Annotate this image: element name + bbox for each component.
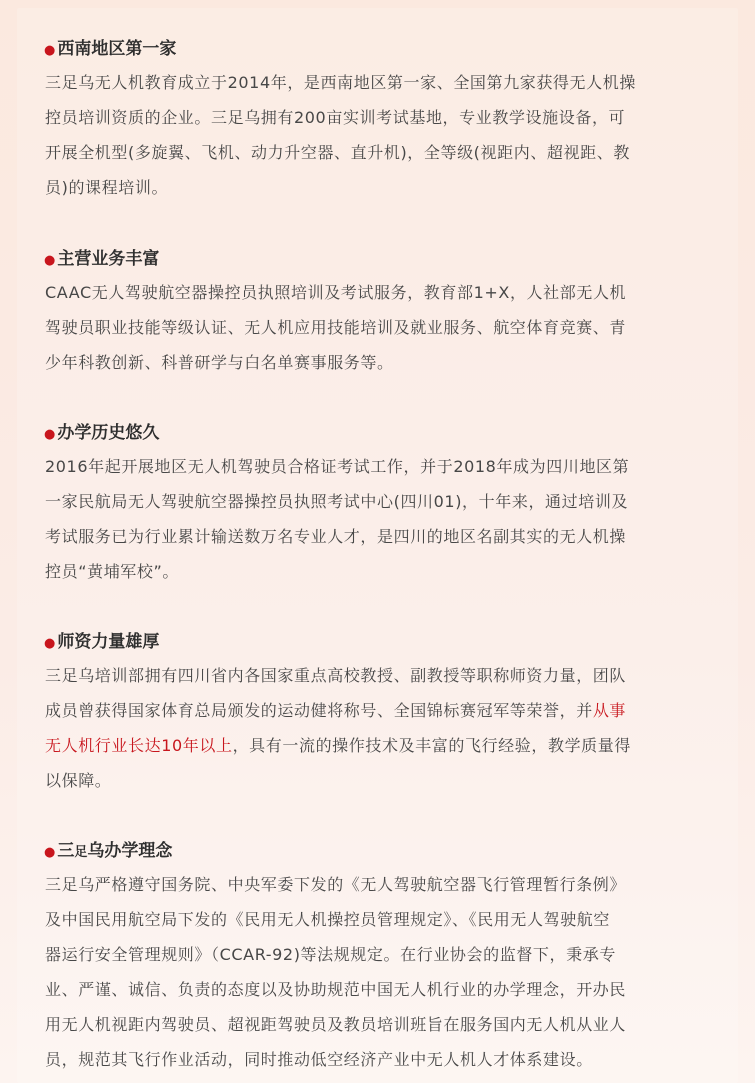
bullet-dot-icon: ● bbox=[44, 845, 56, 860]
section-heading: ● 师资力量雄厚 bbox=[44, 632, 160, 652]
body-line: 以保障。 bbox=[45, 771, 112, 790]
body-line: 器运行安全管理规则》（CCAR-92)等法规规定。在行业协会的监督下，秉承专 bbox=[45, 945, 616, 964]
bullet-dot-icon: ● bbox=[44, 636, 56, 651]
highlight-text: 从事 bbox=[592, 701, 627, 720]
body-line: 考试服务已为行业累计输送数万名专业人才，是四川的地区名副其实的无人机操 bbox=[45, 527, 627, 546]
body-line: 三足乌培训部拥有四川省内各国家重点高校教授、副教授等职称师资力量，团队 bbox=[45, 666, 627, 685]
body-line: 用无人机视距内驾驶员、超视距驾驶员及教员培训班旨在服务国内无人机从业人 bbox=[45, 1015, 627, 1034]
section-body bbox=[45, 658, 710, 798]
body-line: 员，规范其飞行作业活动，同时推动低空经济产业中无人机人才体系建设。 bbox=[45, 1050, 593, 1069]
body-line: 少年科教创新、科普研学与白名单赛事服务等。 bbox=[45, 353, 394, 372]
highlight-text: 无人机行业长达10年以上 bbox=[45, 736, 233, 755]
section-body bbox=[45, 449, 710, 589]
section-main-business bbox=[0, 244, 755, 380]
body-line: 2016年起开展地区无人机驾驶员合格证考试工作，并于2018年成为四川地区第 bbox=[45, 457, 630, 476]
body-line: CAAC无人驾驶航空器操控员执照培训及考试服务，教育部1+X，人社部无人机 bbox=[45, 283, 627, 302]
body-line: 三足乌无人机教育成立于2014年，是西南地区第一家、全国第九家获得无人机操 bbox=[45, 73, 636, 92]
section-heading: ● 办学历史悠久 bbox=[44, 423, 160, 443]
section-history bbox=[0, 418, 755, 589]
body-line: 开展全机型(多旋翼、飞机、动力升空器、直升机)，全等级(视距内、超视距、教 bbox=[45, 143, 630, 162]
body-line: 控员培训资质的企业。三足乌拥有200亩实训考试基地，专业教学设施设备，可 bbox=[45, 108, 626, 127]
bullet-dot-icon: ● bbox=[44, 427, 56, 442]
body-line: 控员“黄埔军校”。 bbox=[45, 562, 179, 581]
body-line: 无人机行业长达10年以上，具有一流的操作技术及丰富的飞行经验，教学质量得 bbox=[45, 736, 631, 755]
body-line: 一家民航局无人驾驶航空器操控员执照考试中心(四川01)，十年来，通过培训及 bbox=[45, 492, 629, 511]
section-body bbox=[45, 65, 710, 205]
section-body bbox=[45, 867, 710, 1077]
body-line: 驾驶员职业技能等级认证、无人机应用技能培训及就业服务、航空体育竞赛、青 bbox=[45, 318, 627, 337]
body-line: 三足乌严格遵守国务院、中央军委下发的《无人驾驶航空器飞行管理暂行条例》 bbox=[45, 875, 627, 894]
section-faculty bbox=[0, 627, 755, 798]
section-heading: ● 三足乌办学理念 bbox=[44, 841, 173, 861]
section-philosophy bbox=[0, 836, 755, 1077]
section-heading: ● 主营业务丰富 bbox=[44, 249, 160, 269]
bullet-dot-icon: ● bbox=[44, 253, 56, 268]
section-body bbox=[45, 275, 710, 380]
body-line: 业、严谨、诚信、负责的态度以及协助规范中国无人机行业的办学理念，开办民 bbox=[45, 980, 627, 999]
body-line: 员)的课程培训。 bbox=[45, 178, 169, 197]
body-line: 及中国民用航空局下发的《民用无人机操控员管理规定》、《民用无人驾驶航空 bbox=[45, 910, 611, 929]
body-line: 成员曾获得国家体育总局颁发的运动健将称号、全国锦标赛冠军等荣誉，并从事 bbox=[45, 701, 627, 720]
section-southwest-first bbox=[0, 34, 755, 205]
bullet-dot-icon: ● bbox=[44, 43, 56, 58]
section-heading: ● 西南地区第一家 bbox=[44, 39, 177, 59]
